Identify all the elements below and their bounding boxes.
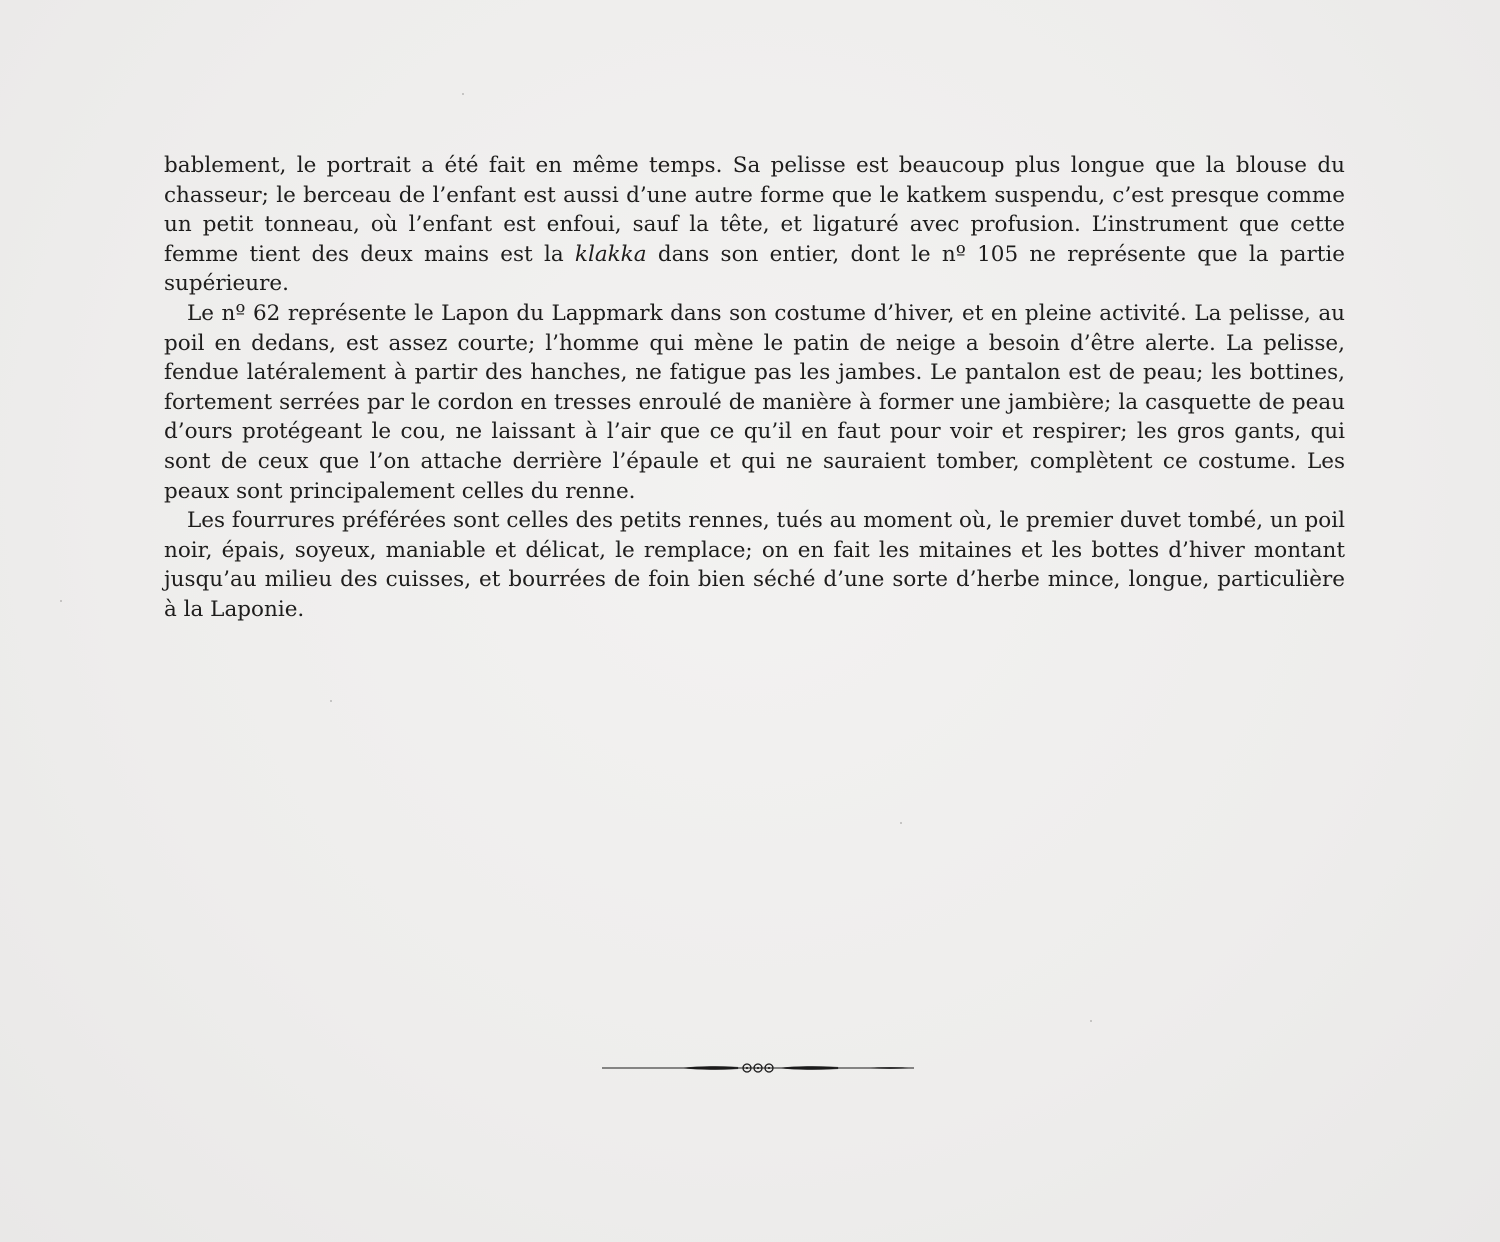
paragraph-1-italic-term: klakka — [574, 241, 647, 267]
paragraph-1-text: bablement, le portrait a été fait en même temps. Sa pelisse est beaucoup plus longue que la blouse du chasseur; le berceau de l’enfant est aussi d’une autre forme que le katkem suspendu, c’est presque comme un petit tonneau, où l’enfant est enfoui, sauf la tête, et ligaturé avec profusion. L’instrument que cette femme tient des deux mains est la — [164, 153, 1345, 267]
paper-speck — [900, 822, 902, 824]
paragraph-3: Les fourrures préférées sont celles des petits rennes, tués au moment où, le premier duvet tombé, un poil noir, épais, soyeux, maniable et délicat, le remplace; on en fait les mitaines et les bottes d’hiver montant jusqu’au milieu des cuisses, et bourrées de foin bien séché d’une sorte d’herbe mince, longue, particulière à la Laponie. — [164, 508, 1345, 622]
paragraph-2: Le nº 62 représente le Lapon du Lappmark dans son costume d’hiver, et en pleine activité. La pelisse, au poil en dedans, est assez courte; l’homme qui mène le patin de neige a besoin d’être alerte. La pelisse, fendue latéralement à partir des hanches, ne fatigue pas les jambes. Le pantalon est de peau; les bottines, fortement serrées par le cordon en tresses enroulé de manière à former une jambière; la casquette de peau d’ours protégeant le cou, ne laissant à l’air que ce qu’il en faut pour voir et respirer; les gros gants, qui sont de ceux que l’on attache derrière l’épaule et qui ne sauraient tomber, complètent ce costume. Les peaux sont principalement celles du renne. — [164, 300, 1345, 504]
tailpiece-rule-ornament-icon — [602, 1058, 916, 1078]
paper-speck — [462, 93, 464, 95]
body-text — [164, 151, 1345, 625]
paper-speck — [1090, 1020, 1092, 1022]
paragraph-1-text-end: dans son entier, dont le nº 105 ne représente que la partie supérieure. — [164, 241, 1345, 297]
paper-speck — [330, 700, 332, 702]
paper-speck — [60, 600, 62, 602]
paragraph-1 — [164, 151, 1345, 299]
